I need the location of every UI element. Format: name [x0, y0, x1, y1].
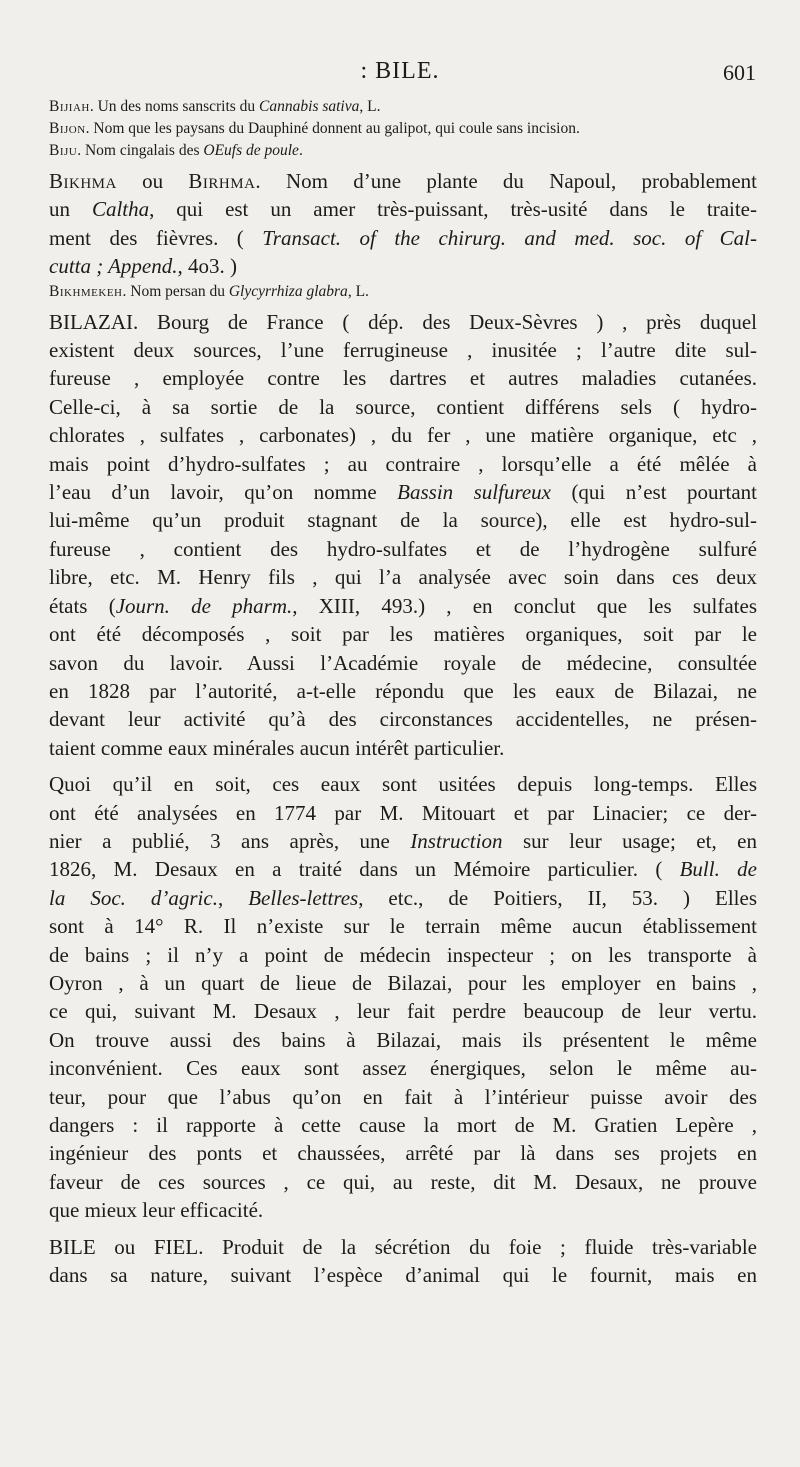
text-line: taient comme eaux minérales aucun intérêt particulier. — [49, 735, 505, 760]
text-line: l’eau d’un lavoir, qu’on nomme Bassin sulfureux (qui n’est pourtant — [49, 480, 757, 505]
text-line: sont à 14° R. Il n’existe sur le terrain même aucun établissement — [49, 914, 757, 939]
text-line: ingénieur des ponts et chaussées, arrêté par là dans ses projets en — [49, 1141, 757, 1166]
text-line: Quoi qu’il en soit, ces eaux sont usitées depuis long-temps. Elles — [49, 772, 757, 797]
text-line: fureuse , contient des hydro-sulfates et de l’hydrogène sulfuré — [49, 536, 757, 561]
text-line: On trouve aussi des bains à Bilazai, mais ils présentent le même — [49, 1027, 757, 1052]
text-line: existent deux sources, l’une ferrugineuse , inusitée ; l’autre dite sul- — [49, 338, 757, 363]
text-line: mais point d’hydro-sulfates ; au contraire , lorsqu’elle a été mêlée à — [49, 451, 757, 476]
text-line: BILAZAI. Bourg de France ( dép. des Deux-Sèvres ) , près duquel — [49, 309, 757, 334]
headword-biju: Biju — [49, 142, 78, 159]
entry-bikhmekeh: Bikhmekeh. Nom persan du Glycyrrhiza glabra, L. — [49, 282, 369, 300]
text-line: lui-même qu’un produit stagnant de la source), elle est hydro-sul- — [49, 508, 757, 533]
paragraph-quoi — [49, 770, 757, 1225]
headword-bikhmekeh: Bikhmekeh — [49, 282, 123, 300]
entry-bijon: Bijon. Nom que les paysans du Dauphiné donnent au galipot, qui coule sans incision. — [49, 120, 580, 137]
entry-bile — [49, 1233, 757, 1290]
text-line: ont été analysées en 1774 par M. Mitouart et par Linacier; ce der- — [49, 800, 757, 825]
text-line: savon du lavoir. Aussi l’Académie royale de médecine, consultée — [49, 650, 757, 675]
text-line: Celle-ci, à sa sortie de la source, contient différens sels ( hydro- — [49, 394, 757, 419]
text-line: devant leur activité qu’à des circonstances accidentelles, ne présen- — [49, 707, 757, 732]
text-line: états (Journ. de pharm., XIII, 493.) , en conclut que les sulfates — [49, 593, 757, 618]
text-line: Bikhma ou Birhma. Nom d’une plante du Napoul, probablement — [49, 169, 758, 193]
text-line: faveur de ces sources , ce qui, au reste, dit M. Desaux, ne prouve — [49, 1169, 757, 1194]
headword-bijon: Bijon — [49, 120, 86, 137]
running-title: : BILE. — [360, 58, 440, 84]
text-line: 1826, M. Desaux en a traité dans un Mémoire particulier. ( Bull. de — [49, 857, 757, 882]
headword-bijiah: Bijiah — [49, 98, 90, 115]
text-line: un Caltha, qui est un amer très-puissant, très-usité dans le traite- — [49, 197, 757, 222]
text-line: ment des fièvres. ( Transact. of the chirurg. and med. soc. of Cal- — [49, 225, 757, 250]
text-line: Oyron , à un quart de lieue de Bilazai, pour les employer en bains , — [49, 970, 757, 995]
text-line: libre, etc. M. Henry fils , qui l’a analysée avec soin dans ces deux — [49, 565, 757, 590]
text-line: teur, pour que l’abus qu’on en fait à l’intérieur puisse avoir des — [49, 1084, 757, 1109]
entry-bijiah: Bijiah. Un des noms sanscrits du Cannabis sativa, L. — [49, 98, 381, 115]
text-line: chlorates , sulfates , carbonates) , du fer , une matière organique, etc , — [49, 423, 757, 448]
text-line: la Soc. d’agric., Belles-lettres, etc., de Poitiers, II, 53. ) Elles — [49, 885, 758, 910]
page-number: 601 — [723, 60, 756, 85]
text-line: inconvénient. Ces eaux sont assez énergiques, selon le même au- — [49, 1056, 757, 1081]
text-line: en 1828 par l’autorité, a-t-elle répondu que les eaux de Bilazai, ne — [49, 678, 757, 703]
text-line: nier a publié, 3 ans après, une Instruction sur leur usage; et, en — [49, 828, 757, 853]
text-line: cutta ; Append., 4o3. ) — [49, 254, 238, 279]
text-line: dangers : il rapporte à cette cause la mort de M. Gratien Lepère , — [49, 1113, 757, 1137]
page-header — [0, 58, 800, 92]
entry-biju: Biju. Nom cingalais des OEufs de poule. — [49, 142, 303, 159]
headword-bikhma: Bikhma — [49, 169, 117, 193]
text-line: ont été décomposés , soit par les matières organiques, soit par le — [49, 622, 757, 647]
entry-bilazai — [49, 308, 757, 763]
text-line: que mieux leur efficacité. — [49, 1198, 264, 1223]
entry-bikhma — [49, 167, 757, 281]
text-line: dans sa nature, suivant l’espèce d’animal qui le fournit, mais en — [49, 1263, 757, 1288]
headword-birhma: Birhma — [188, 169, 256, 193]
text-line: de bains ; il n’y a point de médecin inspecteur ; on les transporte à — [49, 942, 757, 967]
text-line: ce qui, suivant M. Desaux , leur fait perdre beaucoup de leur vertu. — [49, 999, 757, 1024]
body-text — [49, 96, 757, 1289]
text-line: fureuse , employée contre les dartres et autres maladies cutanées. — [49, 366, 757, 391]
text-line: BILE ou FIEL. Produit de la sécrétion du foie ; fluide très-variable — [49, 1234, 757, 1259]
